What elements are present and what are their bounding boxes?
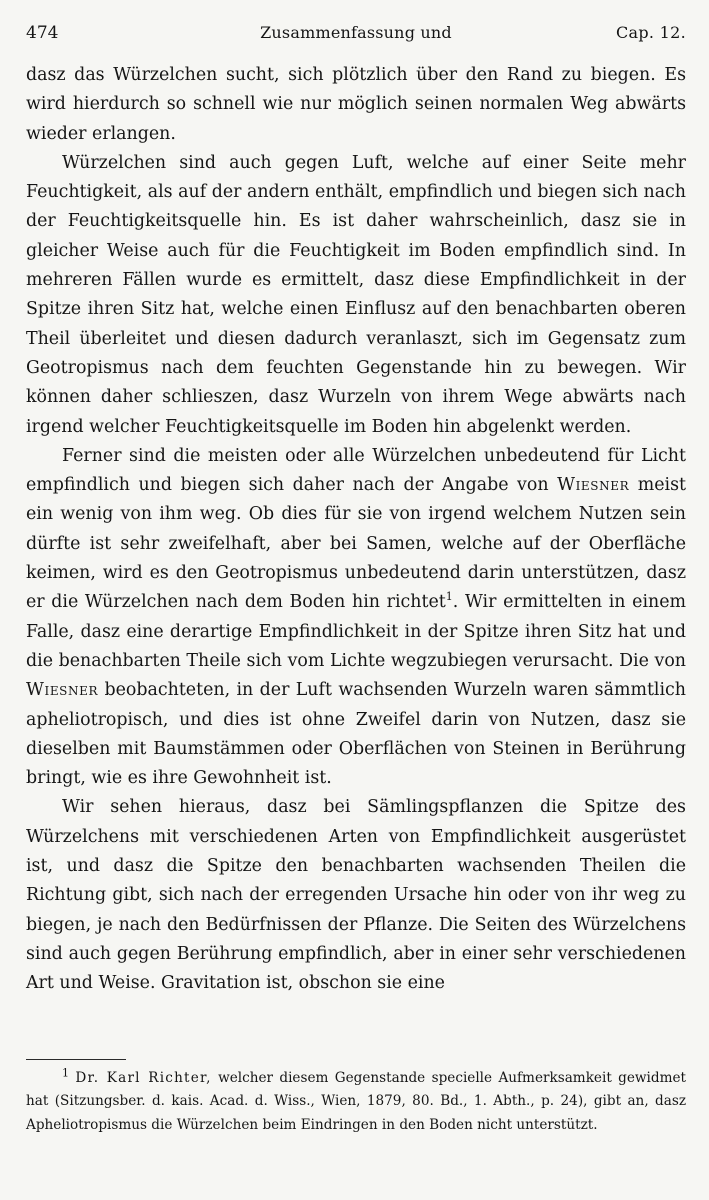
paragraph-light-text-4: beobachteten, in der Luft wachsenden Wurzeln waren sämmtlich apheliotropisch, und dies ist ohne Zweifel darin von Nutzen, dasz sie dieselben mit Baumstämmen oder Oberflächen von Steinen in Berührung bringt, wie es ihre Gewohnheit ist. bbox=[26, 680, 686, 789]
footnote-marker: 1 bbox=[445, 590, 453, 604]
author-name-wiesner: Wiesner bbox=[557, 475, 630, 496]
body-text bbox=[26, 61, 686, 999]
paragraph-light-text-1: Ferner sind die meisten oder alle Würzelchen unbedeutend für Licht empfindlich und biegen sich daher nach der Angabe von bbox=[26, 445, 686, 496]
paragraph-sensitivity: Wir sehen hieraus, dasz bei Sämlingspflanzen die Spitze des Würzelchens mit verschiedenen Arten von Empfindlichkeit ausgerüstet ist, und dasz die Spitze den benachbarten wachsenden Theilen die Richtung gibt, sich nach der erregenden Ursache hin oder von ihr weg zu biegen, je nach den Bedürfnissen der Pflanze. Die Seiten des Würzelchens sind auch gegen Berührung empfindlich, aber in einer sehr verschiedenen Art und Weise. Gravitation ist, obschon sie eine bbox=[26, 797, 686, 994]
paragraph-continuation: dasz das Würzelchen sucht, sich plötzlich über den Rand zu biegen. Es wird hierdurch so schnell wie nur möglich seinen normalen Weg abwärts wieder erlangen. bbox=[26, 65, 686, 144]
page-number: 474 bbox=[26, 23, 59, 43]
paragraph-light bbox=[26, 442, 686, 794]
footnote-rule bbox=[26, 1059, 126, 1060]
footnote-1 bbox=[26, 1067, 686, 1137]
footnote-author: Dr. Karl Richter, bbox=[75, 1070, 212, 1086]
running-title: Zusammenfassung und bbox=[260, 23, 452, 42]
paragraph-moisture: Würzelchen sind auch gegen Luft, welche auf einer Seite mehr Feuchtigkeit, als auf der andern enthält, empfindlich und biegen sich nach der Feuchtigkeitsquelle hin. Es ist daher wahrscheinlich, dasz sie in gleicher Weise auch für die Feuchtigkeit im Boden empfindlich sind. In mehreren Fällen wurde es ermittelt, dasz diese Empfindlichkeit in der Spitze ihren Sitz hat, welche einen Einflusz auf den benachbarten oberen Theil überleitet und diesen dadurch veranlaszt, sich im Gegensatz zum Geotropismus nach dem feuchten Gegenstande hin zu bewegen. Wir können daher schlieszen, dasz Wurzeln von ihrem Wege abwärts nach irgend welcher Feuchtigkeitsquelle im Boden hin abgelenkt werden. bbox=[26, 152, 686, 437]
footnotes bbox=[26, 1067, 686, 1137]
author-name-wiesner-2: Wiesner bbox=[26, 680, 99, 701]
paragraph-light-text-3: . Wir ermittelten in einem Falle, dasz eine derartige Empfindlichkeit in der Spitze ihren Sitz hat und die benachbarten Theile sich vom Lichte wegzubiegen verursacht. Die von bbox=[26, 592, 687, 671]
footnote-number: 1 bbox=[62, 1066, 69, 1080]
footnote-text: welcher diesem Gegenstande specielle Aufmerksamkeit gewidmet hat (Sitzungsber. d. kais. Acad. d. Wiss., Wien, 1879, 80. Bd., 1. Abth., p. 24), gibt an, dasz Apheliotropismus die Würzelchen beim Eindringen in den Boden nicht unterstützt. bbox=[26, 1070, 687, 1133]
paragraph-light-text-2: meist ein wenig von ihm weg. Ob dies für sie von irgend welchem Nutzen sein dürfte ist sehr zweifelhaft, aber bei Samen, welche auf der Oberfläche keimen, wird es den Geotropismus unbedeutend darin unterstützen, dasz er die Würzelchen nach dem Boden hin richtet bbox=[26, 475, 687, 613]
page-header bbox=[26, 21, 686, 45]
chapter-label: Cap. 12. bbox=[615, 23, 686, 42]
book-page bbox=[26, 0, 686, 1200]
